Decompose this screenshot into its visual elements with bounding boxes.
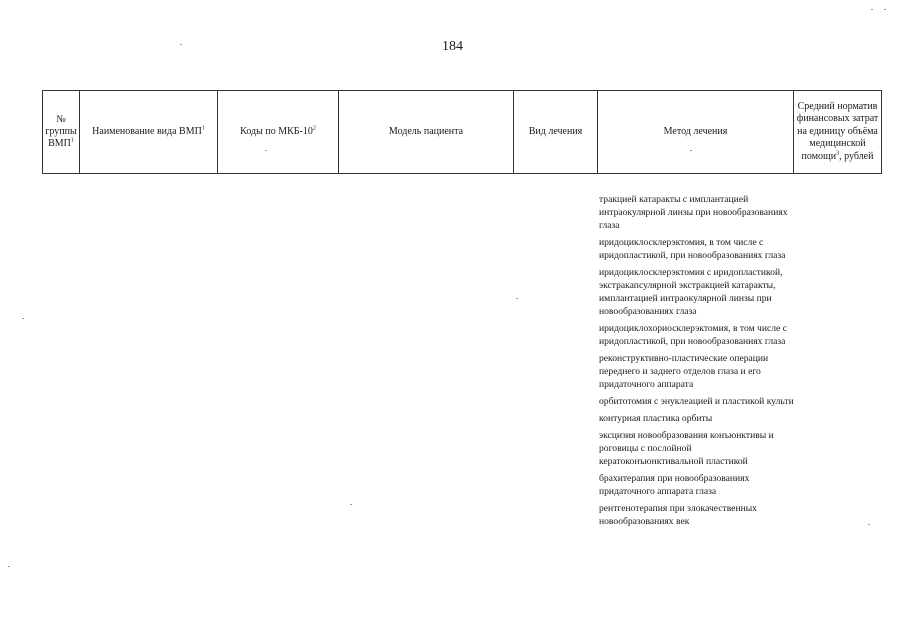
header-icd-codes: Коды по МКБ-$10^2$: [218, 91, 339, 174]
header-cost-norm: Средний норматив финансовых затрат на единицу объёма медицинской помощи$^3$, рублей: [794, 91, 882, 174]
scan-speck: [871, 9, 873, 10]
scan-speck: [868, 524, 870, 525]
method-item: реконструктивно-пластические операции переднего и заднего отделов глаза и его придаточного аппарата: [599, 353, 769, 390]
treatment-methods-list: [599, 193, 794, 532]
method-item: иридоциклосклерэктомия с иридопластикой, экстракапсулярной экстракцией катаракты, имплантацией интраокулярной линзы при новообразованиях глаза: [599, 267, 783, 317]
method-item: брахитерапия при новообразованиях придаточного аппарата глаза: [599, 473, 750, 497]
scan-speck: [884, 9, 886, 10]
header-treatment-method: Метод лечения: [598, 91, 794, 174]
method-item: рентгенотерапия при злокачественных новообразованиях век: [599, 503, 757, 527]
method-item: иридоциклохориосклерэктомия, в том числе с иридопластикой, при новообразованиях глаза: [599, 323, 787, 347]
header-treatment-type: Вид лечения: [514, 91, 598, 174]
scan-speck: [180, 44, 182, 45]
scan-speck: [22, 318, 24, 319]
scan-speck: [8, 566, 10, 567]
method-item: иридоциклосклерэктомия, в том числе с иридопластикой, при новообразованиях глаза: [599, 237, 786, 261]
header-patient-model: Модель пациента: [339, 91, 514, 174]
scan-speck: [350, 504, 352, 505]
scan-speck: [265, 150, 267, 151]
method-item: контурная пластика орбиты: [599, 413, 713, 424]
method-item: тракцией катаракты с имплантацией интраокулярной линзы при новообразованиях глаза: [599, 194, 788, 231]
method-item: орбитотомия с энуклеацией и пластикой культи: [599, 396, 794, 407]
scan-speck: [516, 298, 518, 299]
scan-speck: [690, 150, 692, 151]
table-header: [42, 90, 882, 174]
method-item: эксцизия новообразования конъюнктивы и роговицы с послойной кератоконъюнктивальной пластикой: [599, 430, 774, 467]
header-vmp-name: Наименование вида ВМП$^1$: [80, 91, 218, 174]
page-number: 184: [442, 39, 463, 54]
header-group-number: № группы ВМП$^1$: [43, 91, 80, 174]
